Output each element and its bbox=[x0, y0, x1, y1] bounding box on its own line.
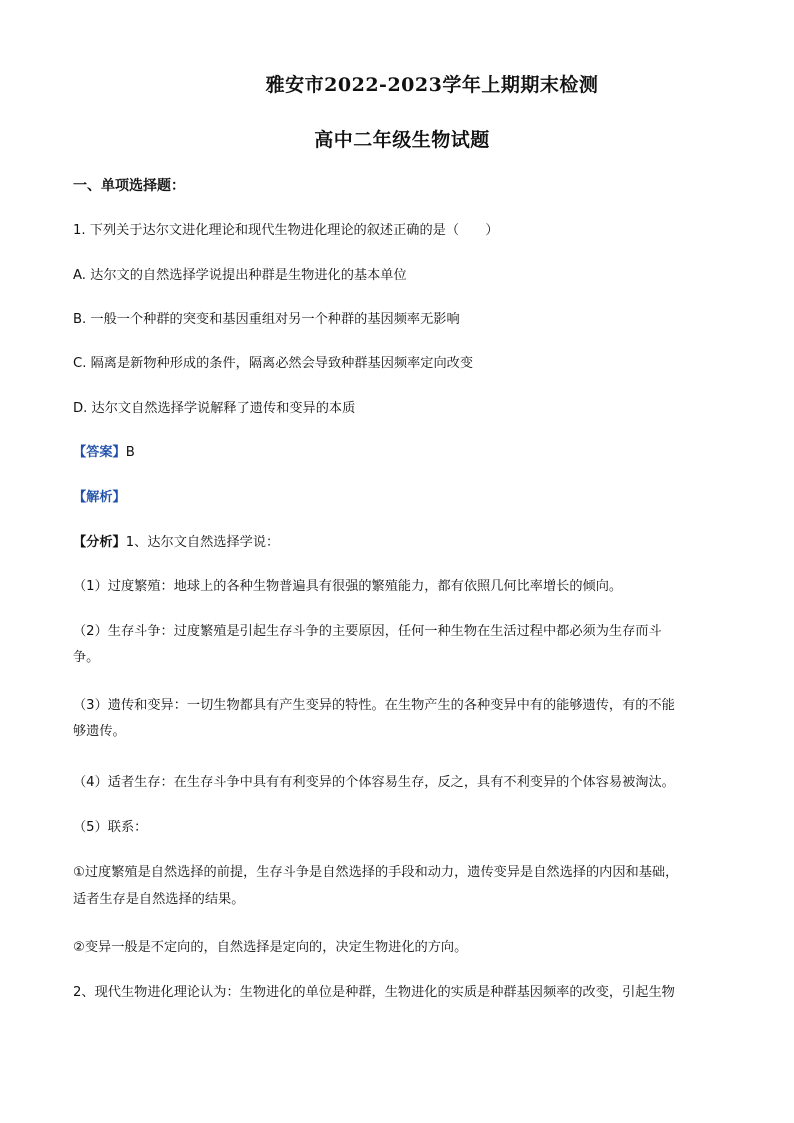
option-b: B. 一般一个种群的突变和基因重组对另一个种群的基因频率无影响 bbox=[73, 312, 460, 327]
option-c: C. 隔离是新物种形成的条件，隔离必然会导致种群基因频率定向改变 bbox=[73, 356, 474, 371]
analysis-heading bbox=[73, 485, 126, 511]
page-subtitle: 高中二年级生物试题 bbox=[314, 129, 490, 151]
analysis-point: （1）过度繁殖：地球上的各种生物普遍具有很强的繁殖能力，都有依照几何比率增长的倾向。 bbox=[73, 579, 623, 594]
fenxi-label: 【分析】 bbox=[73, 535, 126, 550]
analysis-point: （2）生存斗争：过度繁殖是引起生存斗争的主要原因，任何一种生物在生活过程中都必须为生存而斗 bbox=[73, 624, 662, 639]
answer-line bbox=[73, 440, 135, 466]
page-title: 雅安市2022-2023学年上期期末检测 bbox=[265, 74, 599, 96]
analysis-intro bbox=[73, 530, 279, 556]
option-a: A. 达尔文的自然选择学说提出种群是生物进化的基本单位 bbox=[73, 268, 407, 283]
analysis-point: ②变异一般是不定向的，自然选择是定向的，决定生物进化的方向。 bbox=[73, 940, 468, 955]
answer-label: 【答案】 bbox=[73, 445, 126, 460]
analysis-point: （5）联系： bbox=[73, 820, 148, 835]
analysis-label: 【解析】 bbox=[73, 490, 126, 505]
fenxi-intro: 1、达尔文自然选择学说： bbox=[125, 535, 280, 550]
section-heading: 一、单项选择题： bbox=[73, 178, 185, 194]
question-stem: 1. 下列关于达尔文进化理论和现代生物进化理论的叙述正确的是（ ） bbox=[73, 223, 499, 238]
analysis-point: （4）适者生存：在生存斗争中具有有利变异的个体容易生存，反之，具有不利变异的个体容易被淘汰。 bbox=[73, 775, 675, 790]
analysis-point: 争。 bbox=[73, 650, 100, 665]
analysis-point: 够遗传。 bbox=[73, 724, 126, 739]
answer-value: B bbox=[125, 445, 135, 460]
option-d: D. 达尔文自然选择学说解释了遗传和变异的本质 bbox=[73, 401, 356, 416]
analysis-point: 2、现代生物进化理论认为：生物进化的单位是种群，生物进化的实质是种群基因频率的改变，引起生物 bbox=[73, 985, 675, 1000]
analysis-point: 适者生存是自然选择的结果。 bbox=[73, 892, 245, 907]
analysis-point: ①过度繁殖是自然选择的前提，生存斗争是自然选择的手段和动力，遗传变异是自然选择的内因和基础， bbox=[73, 865, 679, 880]
analysis-point: （3）遗传和变异：一切生物都具有产生变异的特性。在生物产生的各种变异中有的能够遗传，有的不能 bbox=[73, 698, 675, 713]
